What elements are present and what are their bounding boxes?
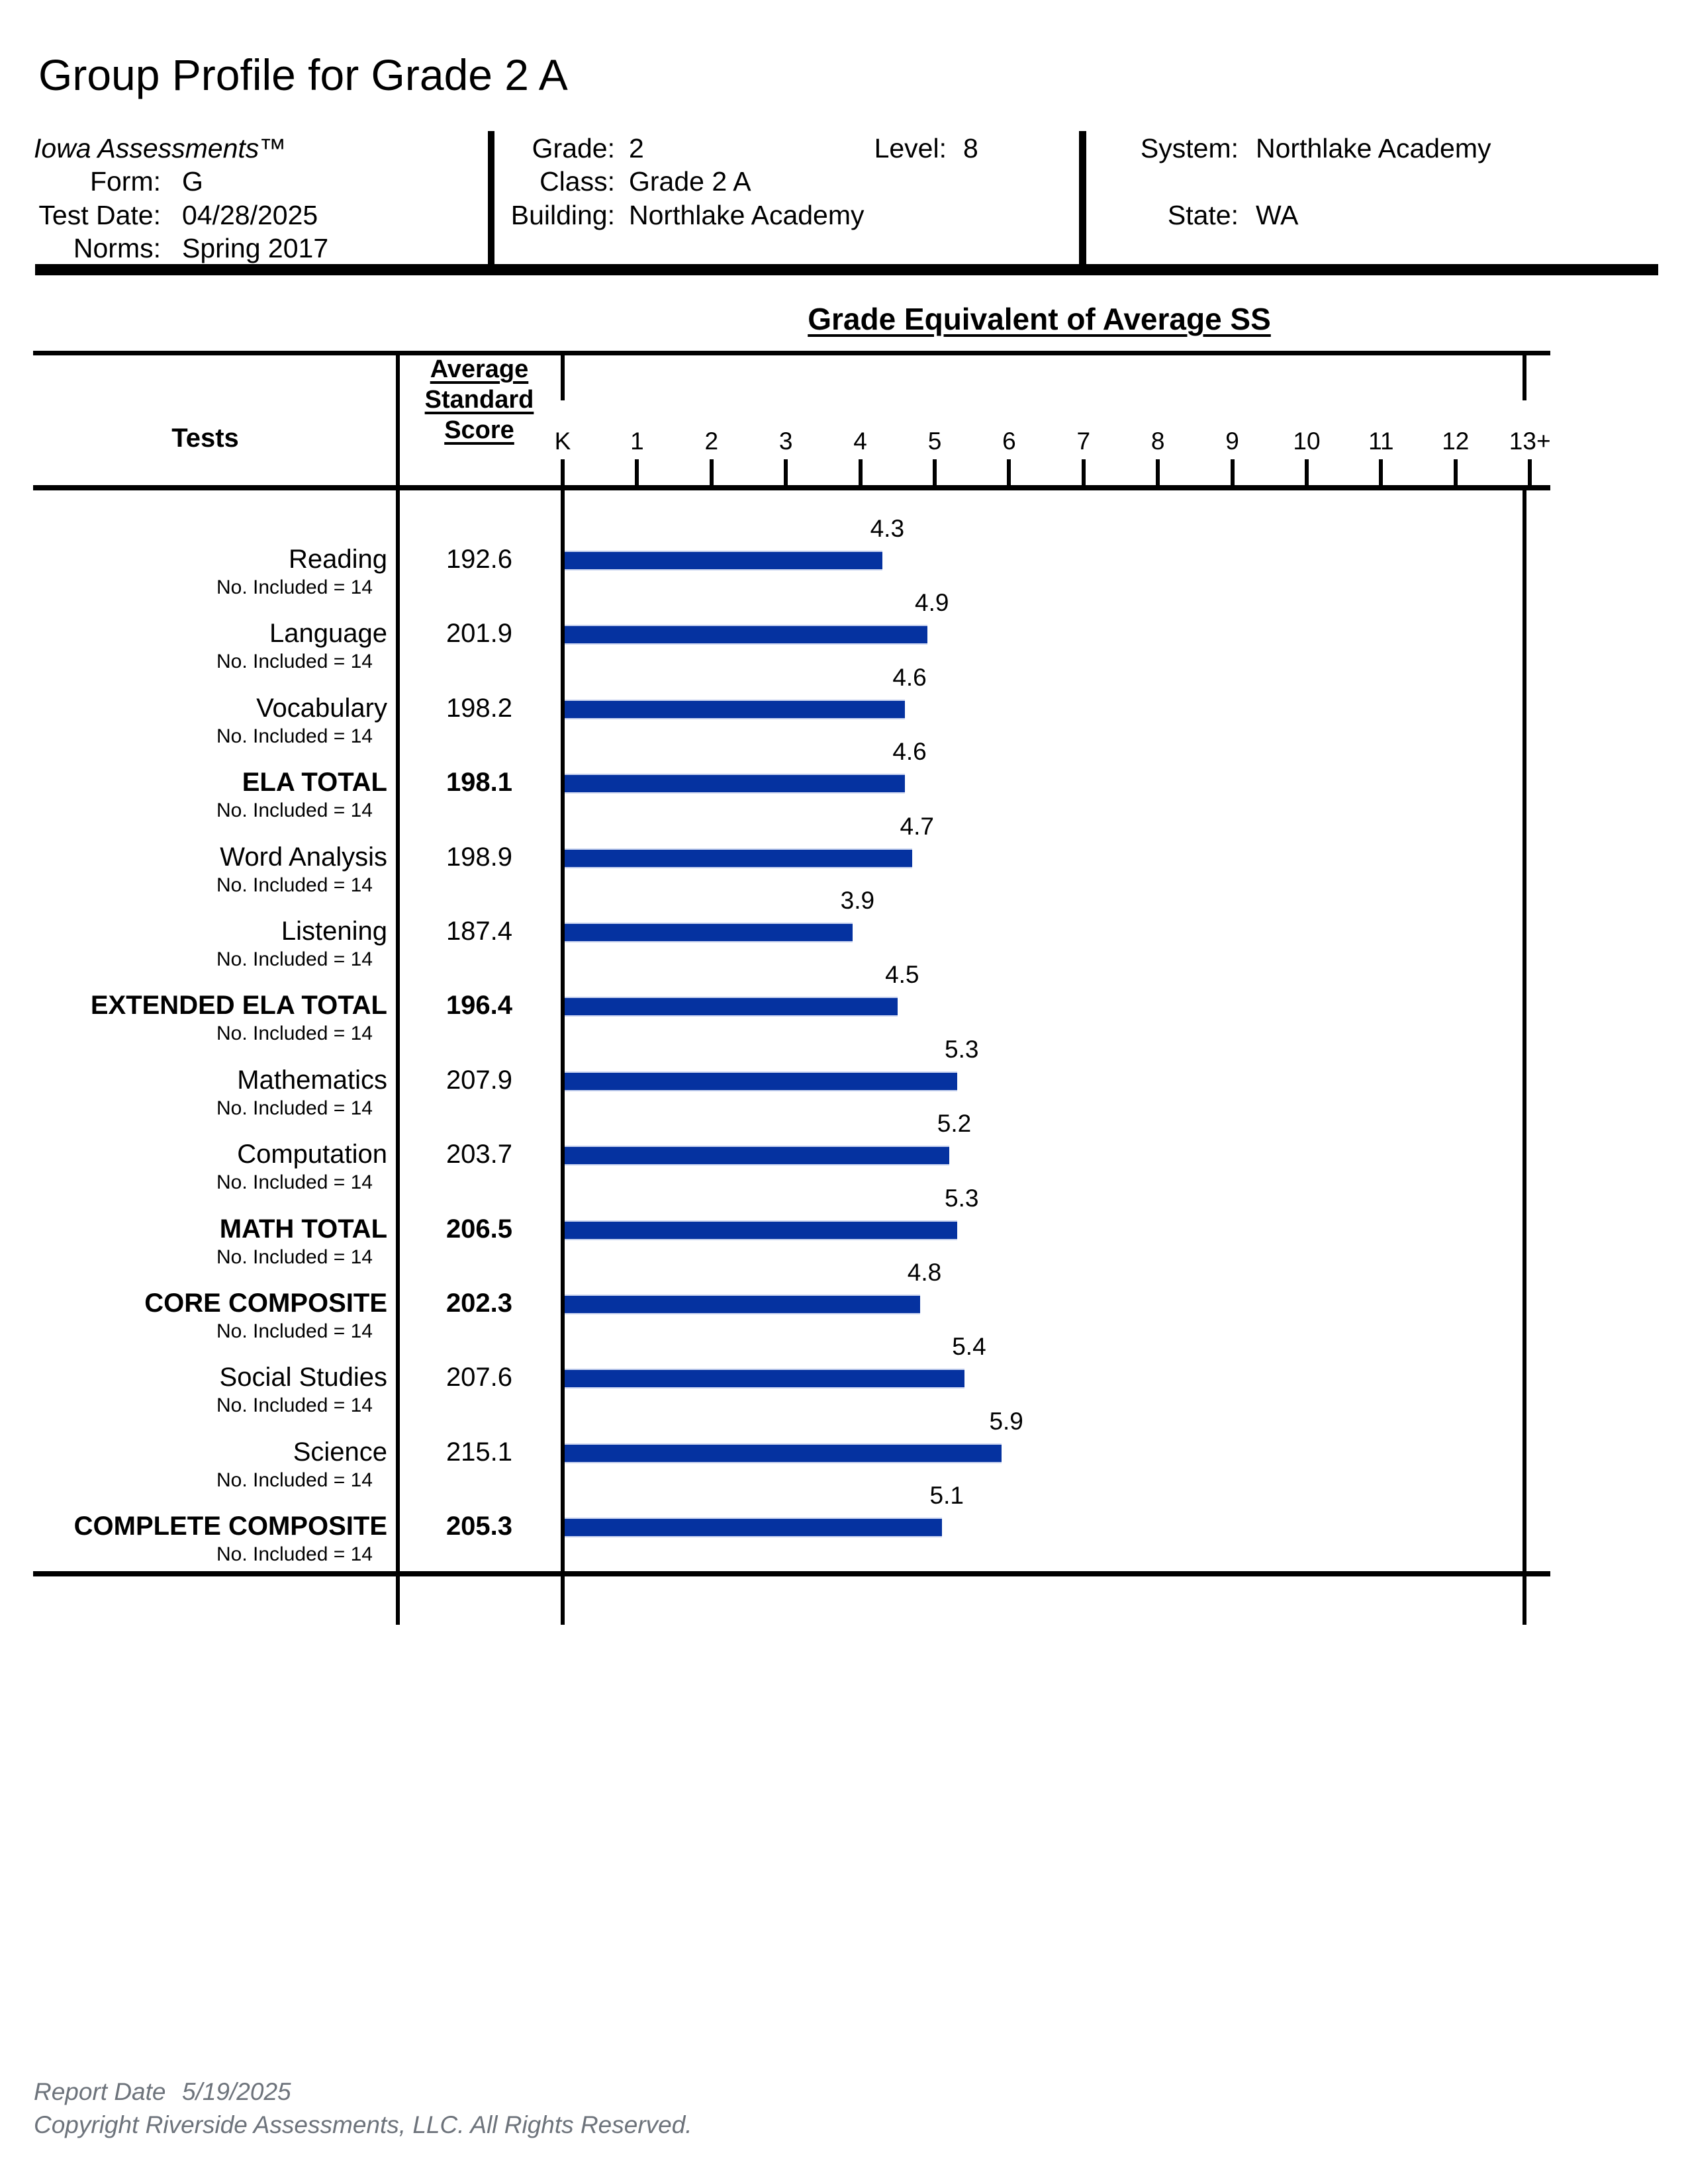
level-value: 8 (963, 133, 978, 163)
avg-standard-score: 198.1 (445, 768, 513, 797)
axis-label-2: 2 (704, 428, 719, 455)
page-title: Group Profile for Grade 2 A (38, 50, 568, 99)
ge-value: 4.7 (900, 812, 934, 840)
no-included: No. Included = 14 (216, 1246, 373, 1268)
avg-standard-score: 187.4 (445, 917, 513, 946)
axis-tick-6 (1007, 459, 1011, 485)
avg-standard-score: 207.9 (445, 1065, 513, 1095)
test-name: Computation (237, 1140, 387, 1169)
axis-label-4: 4 (853, 428, 867, 455)
avg-standard-score: 207.6 (445, 1363, 513, 1392)
building-label: Building: (510, 200, 615, 230)
axis-label-11: 11 (1368, 428, 1394, 455)
test-name: Language (269, 619, 387, 649)
grade-value: 2 (629, 133, 644, 163)
axis-label-5: 5 (927, 428, 942, 455)
ge-bar (565, 1518, 942, 1537)
test-date-value: 04/28/2025 (182, 200, 318, 230)
axis-tick-5 (933, 459, 937, 485)
test-name: Word Analysis (220, 842, 387, 872)
test-name: MATH TOTAL (219, 1214, 387, 1244)
axis-label-1: 1 (630, 428, 644, 455)
axis-label-K: K (554, 428, 571, 455)
test-name: EXTENDED ELA TOTAL (90, 991, 387, 1021)
ge-bar (565, 923, 853, 942)
axis-label-13+: 13+ (1509, 428, 1551, 455)
ge-bar (565, 551, 882, 570)
axis-tick-13+ (1528, 459, 1532, 485)
ge-bar (565, 1146, 949, 1165)
no-included: No. Included = 14 (216, 576, 373, 598)
ge-value: 5.3 (945, 1184, 979, 1212)
ge-bar (565, 774, 905, 794)
axis-tick-9 (1231, 459, 1235, 485)
avg-standard-score: 192.6 (445, 545, 513, 574)
no-included: No. Included = 14 (216, 1320, 373, 1342)
ge-value: 5.4 (952, 1333, 986, 1361)
axis-tick-1 (635, 459, 639, 485)
test-name: Vocabulary (256, 693, 387, 723)
no-included: No. Included = 14 (216, 1469, 373, 1491)
no-included: No. Included = 14 (216, 1023, 373, 1045)
score-column-header-line1: Average (430, 355, 529, 383)
axis-label-7: 7 (1076, 428, 1091, 455)
test-name: ELA TOTAL (242, 768, 387, 797)
ge-bar (565, 848, 912, 868)
class-label: Class: (539, 166, 615, 197)
axis-label-3: 3 (778, 428, 793, 455)
norms-label: Norms: (73, 233, 161, 263)
report-date-label: Report Date (34, 2078, 166, 2105)
axis-tick-7 (1082, 459, 1086, 485)
level-label: Level: (874, 133, 947, 163)
test-name: CORE COMPOSITE (144, 1289, 387, 1318)
test-name: Mathematics (237, 1065, 387, 1095)
ge-bar (565, 1369, 964, 1388)
axis-tick-12 (1454, 459, 1458, 485)
report-date-value: 5/19/2025 (182, 2078, 291, 2105)
test-name: Social Studies (219, 1363, 387, 1392)
axis-tick-8 (1156, 459, 1160, 485)
avg-standard-score: 198.2 (445, 693, 513, 723)
axis-tick-2 (710, 459, 714, 485)
class-value: Grade 2 A (629, 166, 751, 197)
ge-value: 5.2 (937, 1110, 972, 1138)
no-included: No. Included = 14 (216, 1171, 373, 1194)
axis-tick-4 (859, 459, 863, 485)
ge-value: 5.9 (989, 1407, 1023, 1435)
state-label: State: (1167, 200, 1239, 230)
no-included: No. Included = 14 (216, 1097, 373, 1119)
no-included: No. Included = 14 (216, 651, 373, 673)
building-value: Northlake Academy (629, 200, 865, 230)
grade-label: Grade: (532, 133, 615, 163)
score-column-header-line3: Score (444, 416, 514, 444)
ge-bar (565, 625, 927, 645)
no-included: No. Included = 14 (216, 1543, 373, 1566)
axis-tick-11 (1379, 459, 1383, 485)
copyright-text: Copyright Riverside Assessments, LLC. All Rights Reserved. (34, 2111, 692, 2138)
product-name: Iowa Assessments™ (34, 133, 287, 163)
test-name: Science (293, 1437, 387, 1467)
chart-title: Grade Equivalent of Average SS (808, 302, 1271, 336)
axis-tick-K (561, 459, 565, 485)
tests-column-header: Tests (171, 424, 239, 453)
ge-value: 5.3 (945, 1035, 979, 1063)
ge-value: 4.5 (885, 961, 919, 989)
form-label: Form: (89, 166, 161, 197)
test-date-label: Test Date: (38, 200, 161, 230)
system-label: System: (1140, 133, 1239, 163)
ge-value: 3.9 (840, 887, 875, 914)
avg-standard-score: 215.1 (445, 1437, 513, 1467)
ge-value: 5.1 (929, 1482, 964, 1510)
ge-bar (565, 1443, 1002, 1463)
no-included: No. Included = 14 (216, 725, 373, 747)
ge-bar (565, 997, 898, 1017)
state-value: WA (1256, 200, 1299, 230)
avg-standard-score: 203.7 (445, 1140, 513, 1169)
test-name: COMPLETE COMPOSITE (73, 1512, 387, 1541)
ge-value: 4.3 (870, 515, 905, 542)
ge-value: 4.6 (892, 738, 927, 766)
score-column-header-line2: Standard (424, 386, 534, 414)
ge-value: 4.6 (892, 663, 927, 691)
avg-standard-score: 201.9 (445, 619, 513, 649)
axis-label-12: 12 (1442, 428, 1470, 455)
axis-tick-10 (1305, 459, 1309, 485)
ge-bar (565, 700, 905, 719)
test-name: Reading (288, 545, 387, 574)
no-included: No. Included = 14 (216, 874, 373, 896)
no-included: No. Included = 14 (216, 1394, 373, 1417)
axis-label-6: 6 (1002, 428, 1016, 455)
ge-value: 4.8 (907, 1259, 942, 1286)
ge-value: 4.9 (915, 589, 949, 617)
axis-label-10: 10 (1293, 428, 1321, 455)
norms-value: Spring 2017 (182, 233, 329, 263)
avg-standard-score: 198.9 (445, 842, 513, 872)
avg-standard-score: 196.4 (445, 991, 513, 1021)
avg-standard-score: 205.3 (445, 1512, 513, 1541)
axis-label-9: 9 (1225, 428, 1239, 455)
ge-bar (565, 1071, 957, 1091)
axis-tick-3 (784, 459, 788, 485)
ge-bar (565, 1295, 920, 1314)
form-value: G (182, 166, 203, 197)
avg-standard-score: 202.3 (445, 1289, 513, 1318)
avg-standard-score: 206.5 (445, 1214, 513, 1244)
axis-label-8: 8 (1150, 428, 1165, 455)
system-value: Northlake Academy (1256, 133, 1491, 163)
no-included: No. Included = 14 (216, 799, 373, 822)
ge-bar (565, 1220, 957, 1240)
no-included: No. Included = 14 (216, 948, 373, 970)
test-name: Listening (281, 917, 387, 946)
